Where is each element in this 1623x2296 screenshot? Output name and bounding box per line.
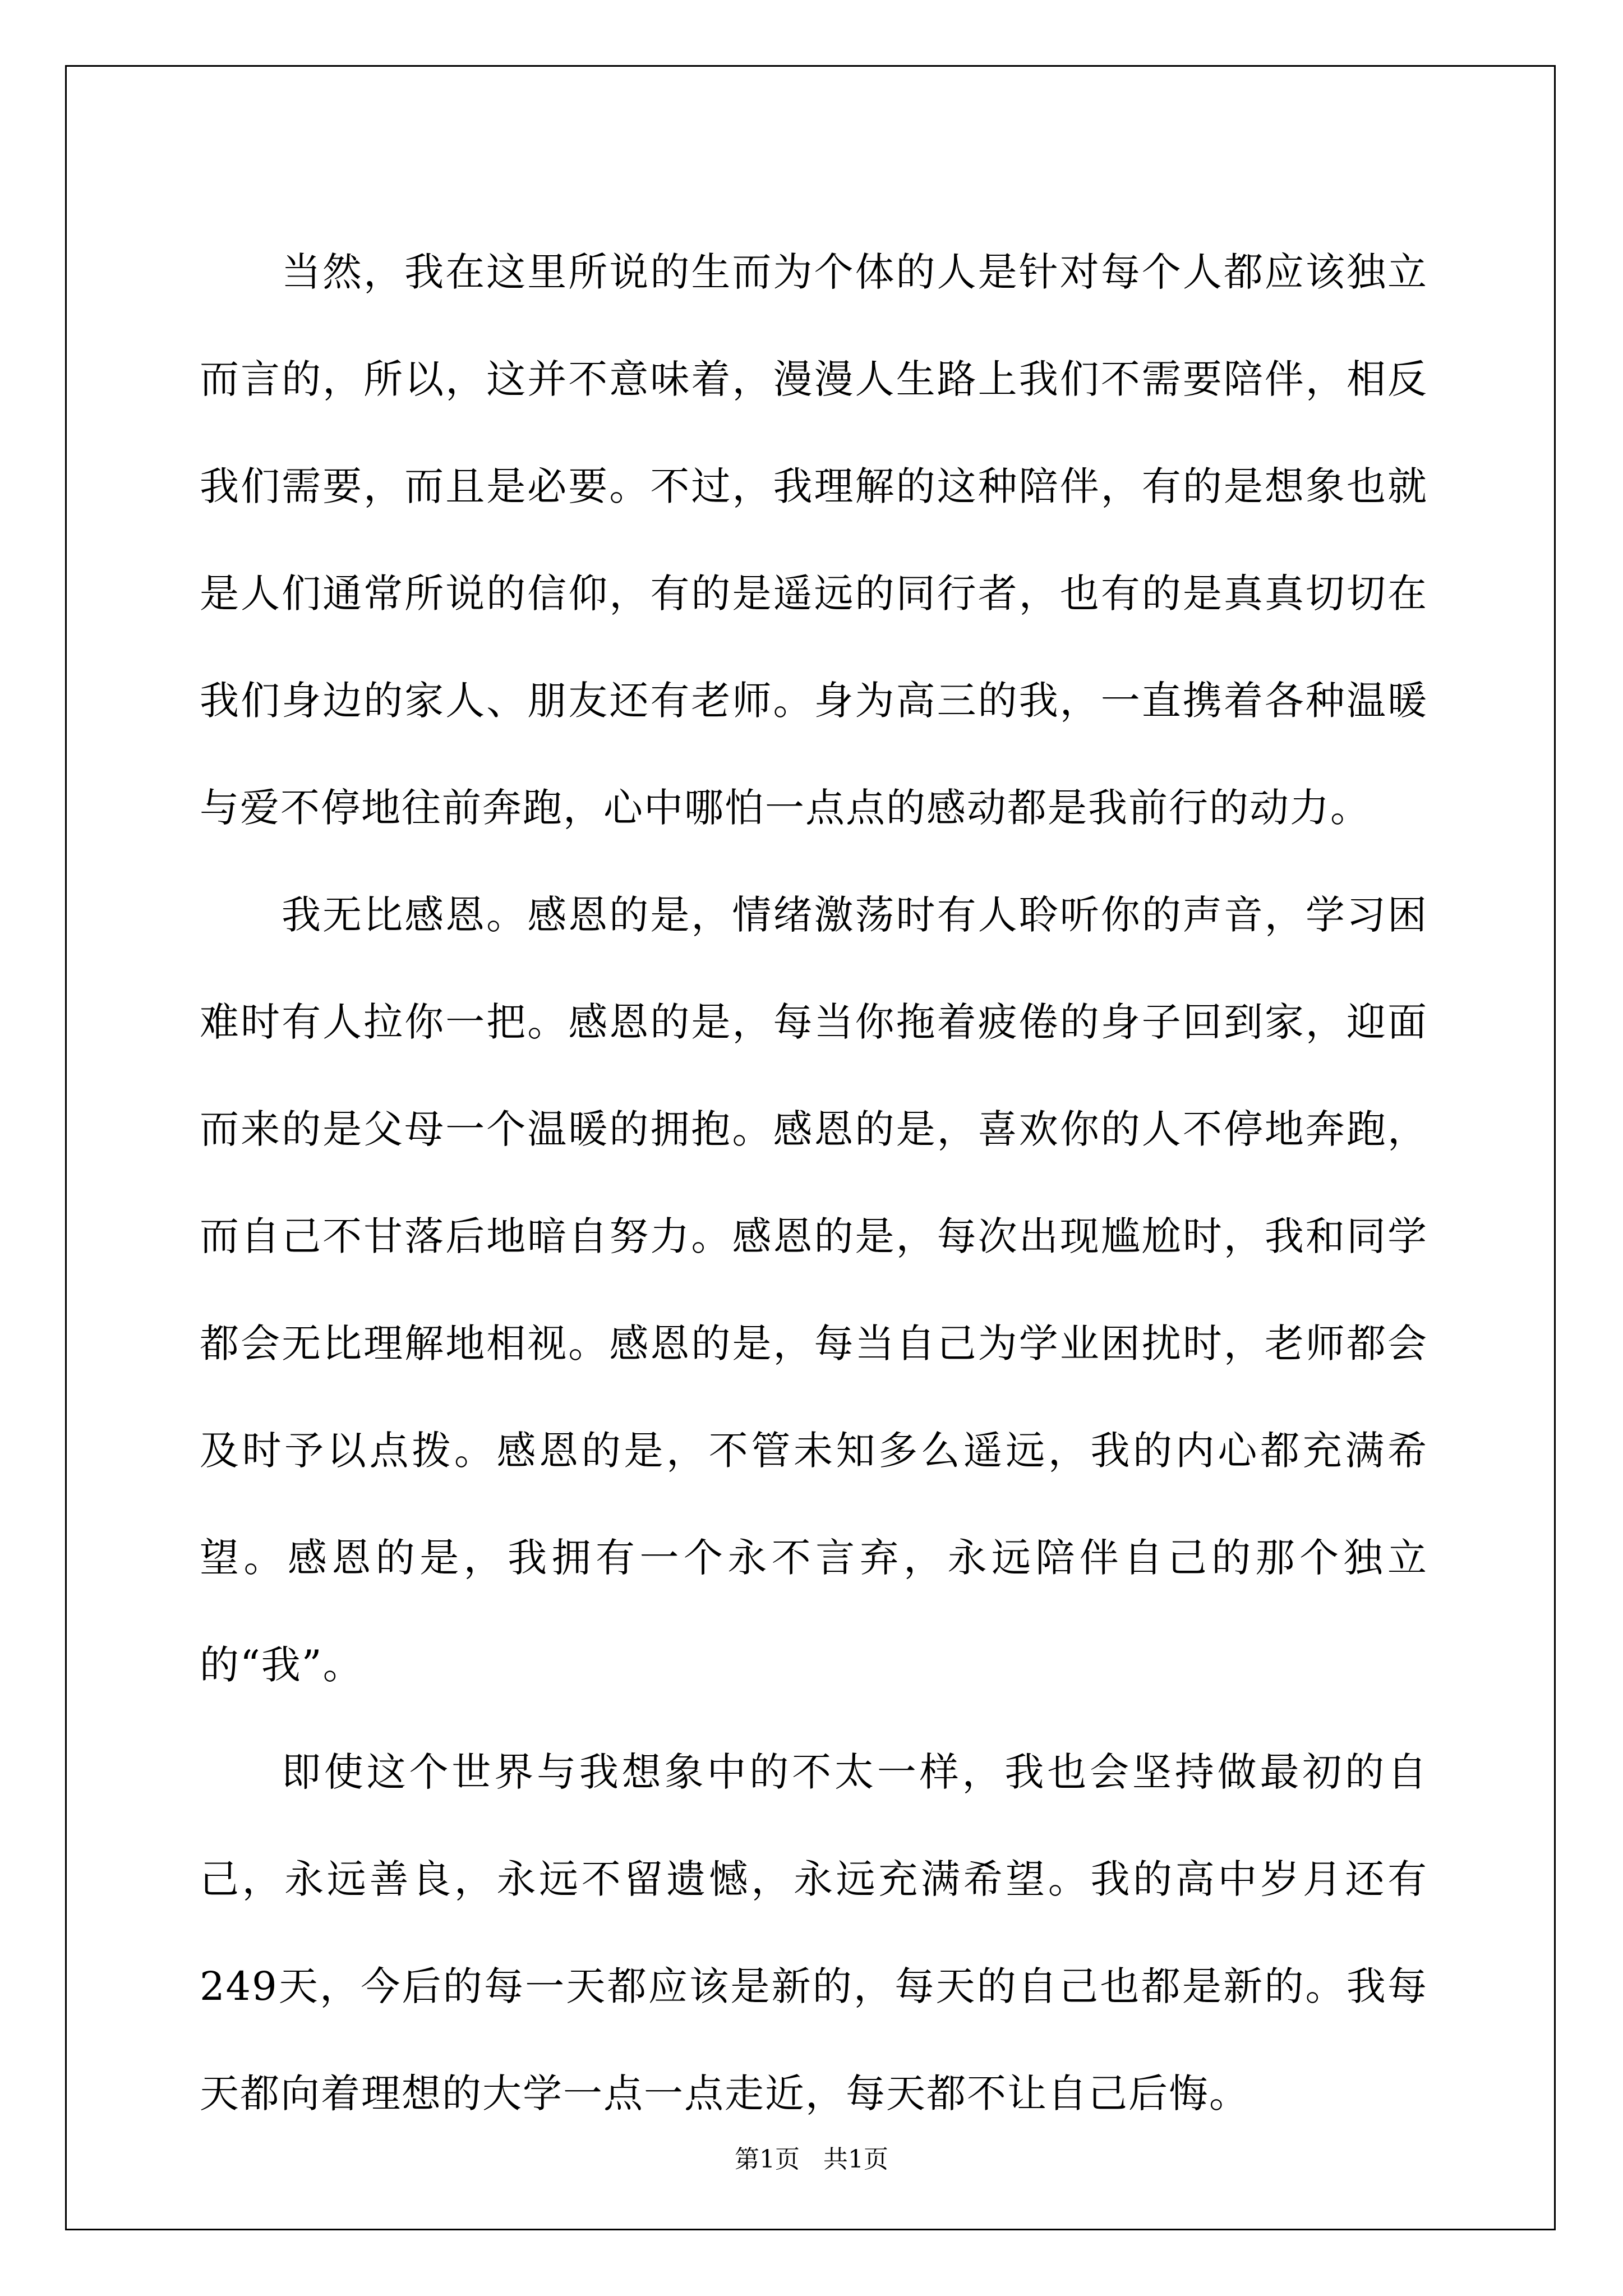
page-number: 第1页 [735, 2145, 800, 2174]
page-footer [0, 2143, 1623, 2177]
paragraph-3: 即使这个世界与我想象中的不太一样，我也会坚持做最初的自己，永远善良，永远不留遗憾，永远充满希望。我的高中岁月还有249天，今后的每一天都应该是新的，每天的自己也都是新的。我每天都向着理想的大学一点一点走近，每天都不让自己后悔。 [200, 1749, 1428, 2116]
paragraph-2: 我无比感恩。感恩的是，情绪激荡时有人聆听你的声音，学习困难时有人拉你一把。感恩的是，每当你拖着疲倦的身子回到家，迎面而来的是父母一个温暖的拥抱。感恩的是，喜欢你的人不停地奔跑，而自己不甘落后地暗自努力。感恩的是，每次出现尴尬时，我和同学都会无比理解地相视。感恩的是，每当自己为学业困扰时，老师都会及时予以点拨。感恩的是，不管未知多么遥远，我的内心都充满希望。感恩的是，我拥有一个永不言弃，永远陪伴自己的那个独立的“我”。 [200, 892, 1428, 1688]
document-body [200, 219, 1428, 2147]
paragraph-1: 当然，我在这里所说的生而为个体的人是针对每个人都应该独立而言的，所以，这并不意味着，漫漫人生路上我们不需要陪伴，相反我们需要，而且是必要。不过，我理解的这种陪伴，有的是想象也就是人们通常所说的信仰，有的是遥远的同行者，也有的是真真切切在我们身边的家人、朋友还有老师。身为高三的我，一直携着各种温暖与爱不停地往前奔跑，心中哪怕一点点的感动都是我前行的动力。 [200, 249, 1428, 831]
page-total: 共1页 [823, 2145, 888, 2174]
